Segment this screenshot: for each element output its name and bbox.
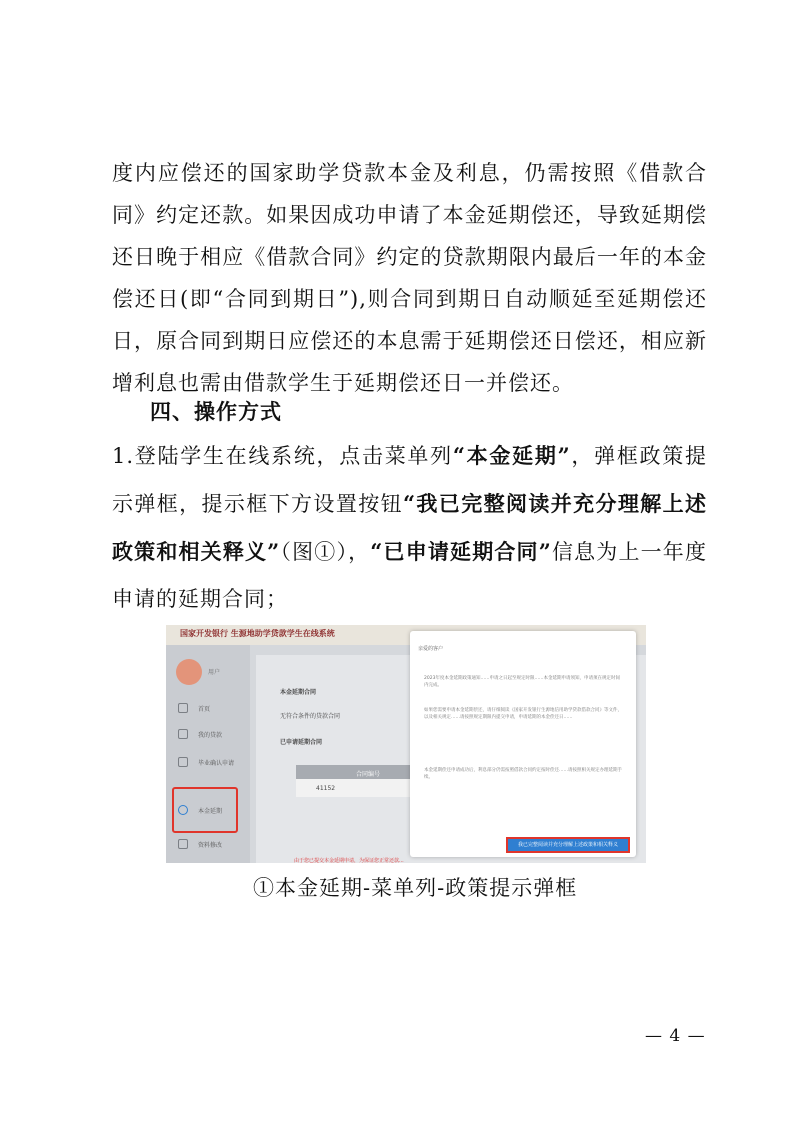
dialog-title: 亲爱的客户 xyxy=(418,646,444,652)
policy-dialog xyxy=(410,631,636,857)
applied-contracts-title: 已申请延期合同 xyxy=(280,739,323,746)
p2-bold-button-name: “我已完整阅读并充分理解上述政策和相关释义” xyxy=(112,491,708,564)
p2-text-2: ，弹框政策提示弹框，提示框下方设置按钮 xyxy=(112,444,707,516)
figure-caption: ①本金延期-菜单列-政策提示弹框 xyxy=(253,876,578,900)
dialog-paragraph: 2023年度本金延期政策通知……申请之日起至规定时限……本金延期申请须知，申请须在规定时间内完成。 xyxy=(424,676,620,688)
section-title-extension: 本金延期合同 xyxy=(280,689,317,696)
notice-red-text: 由于您已提交本金延期申请，为保证您正常还款... xyxy=(294,858,404,863)
avatar xyxy=(176,659,202,685)
home-icon xyxy=(178,703,188,713)
contract-number: 41152 xyxy=(316,785,336,792)
highlight-box-menu xyxy=(172,787,238,833)
avatar-username: 用户 xyxy=(208,669,221,676)
sidebar-item-principal-extension[interactable]: 本金延期 xyxy=(178,805,222,815)
no-contract-text: 无符合条件的贷款合同 xyxy=(280,713,341,720)
document-icon xyxy=(178,729,188,739)
body-paragraph-2 xyxy=(112,432,707,623)
p2-bold-contract-name: “已申请延期合同” xyxy=(370,539,552,564)
screenshot-figure xyxy=(166,625,646,863)
p2-bold-menu-name: “本金延期” xyxy=(452,443,571,468)
dialog-paragraph: 本金延期偿还申请成功后，利息部分仍需按照借款合同约定按时偿还……请按照相关规定办理延期手续。 xyxy=(424,768,622,780)
sidebar-item-my-loans[interactable]: 我的贷款 xyxy=(178,729,222,739)
p2-text-3: （图①）， xyxy=(280,540,371,564)
edit-icon xyxy=(178,839,188,849)
table-header-contract-no: 合同编号 xyxy=(356,771,381,778)
confirm-read-button[interactable]: 我已完整阅读并充分理解上述政策和相关释义 xyxy=(506,837,630,853)
sidebar-item-graduation[interactable]: 毕业确认申请 xyxy=(178,757,234,767)
figure-brand-title: 国家开发银行 生源地助学贷款学生在线系统 xyxy=(180,629,335,638)
p2-text-1: 1.登陆学生在线系统，点击菜单列 xyxy=(112,444,453,468)
figure-sidebar xyxy=(166,645,250,863)
sidebar-item-profile-edit[interactable]: 资料修改 xyxy=(178,839,222,849)
form-icon xyxy=(178,757,188,767)
sidebar-item-home[interactable]: 首页 xyxy=(178,703,210,713)
body-paragraph-1: 度内应偿还的国家助学贷款本金及利息，仍需按照《借款合同》约定还款。如果因成功申请了本金延期偿还，导致延期偿还日晚于相应《借款合同》约定的贷款期限内最后一年的本金偿还日(即“合同到期日”),则合同到期日自动顺延至延期偿还日，原合同到期日应偿还的本息需于延期偿还日偿还，相应新增利息也需由借款学生于延期偿还日一并偿还。 xyxy=(112,161,707,395)
dialog-paragraph: 如果您需要申请本金延期偿还，请仔细阅读《国家开发银行生源地信用助学贷款借款合同》等文件，以及相关规定……请按照规定期限内提交申请，申请延期的本金偿还日…… xyxy=(424,708,622,720)
section-heading: 四、操作方式 xyxy=(150,399,282,424)
p2-text-4: 信息为上一年度申请的延期合同； xyxy=(112,540,707,611)
page-number: — 4 — xyxy=(645,1026,706,1046)
